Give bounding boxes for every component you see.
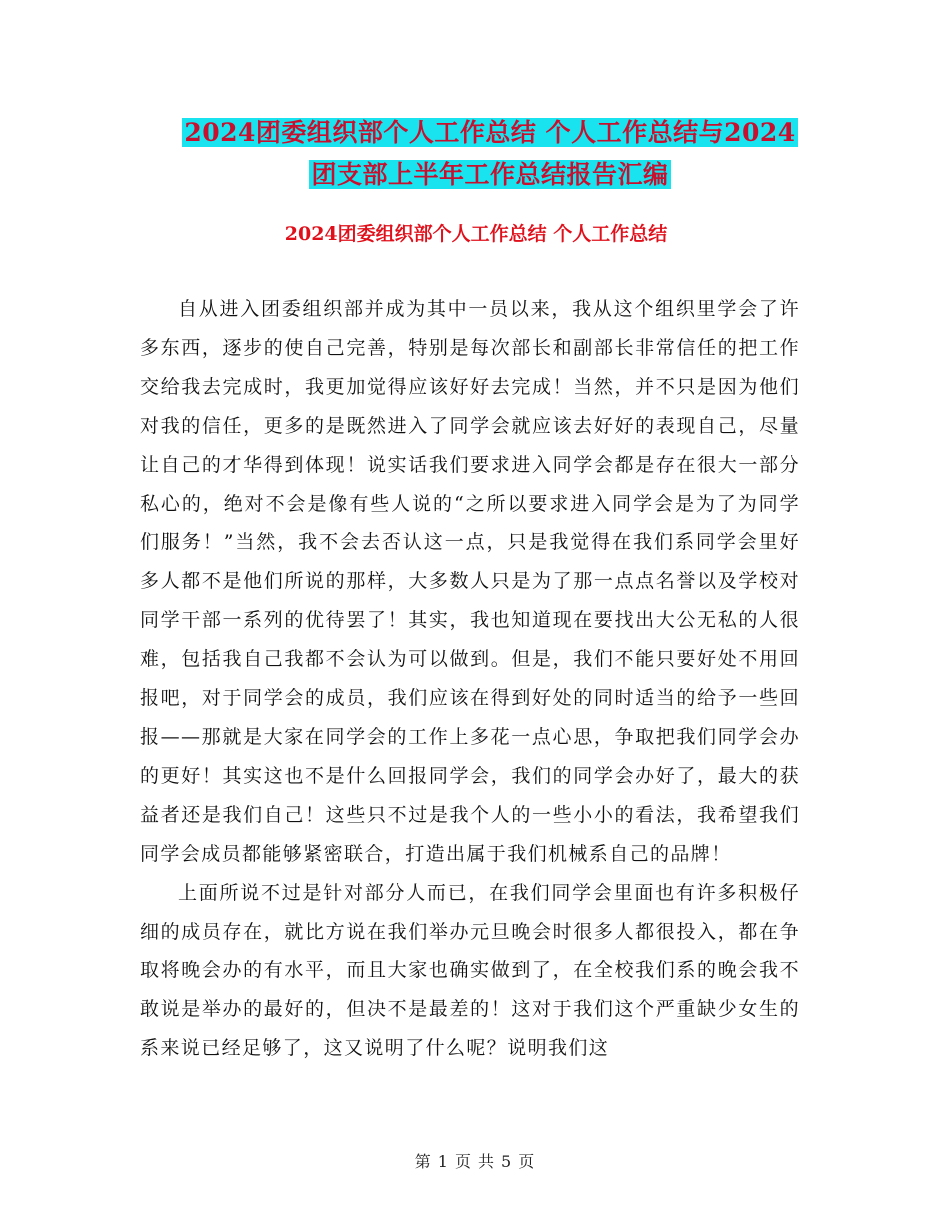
footer-suffix: 页 [518,1152,536,1171]
body-paragraph-1: 自从进入团委组织部并成为其中一员以来，我从这个组织里学会了许多东西，逐步的使自己完善，特别是每次部长和副部长非常信任的把工作交给我去完成时，我更加觉得应该好好去完成！当然，并不只是因为他们对我的信任，更多的是既然进入了同学会就应该去好好的表现自己，尽量让自己的才华得到体现！说实话我们要求进入同学会都是存在很大一部分私心的，绝对不会是像有些人说的“之所以要求进入同学会是为了为同学们服务！”当然，我不会去否认这一点，只是我觉得在我们系同学会里好多人都不是他们所说的那样，大多数人只是为了那一点点名誉以及学校对同学干部一系列的优待罢了！其实，我也知道现在要找出大公无私的人很难，包括我自己我都不会认为可以做到。但是，我们不能只要好处不用回报吧，对于同学会的成员，我们应该在得到好处的同时适当的给予一些回报——那就是大家在同学会的工作上多花一点心思，争取把我们同学会办的更好！其实这也不是什么回报同学会，我们的同学会办好了，最大的获益者还是我们自己！这些只不过是我个人的一些小小的看法，我希望我们同学会成员都能够紧密联合，打造出属于我们机械系自己的品牌！ [140,298,800,865]
footer-prefix: 第 [414,1152,432,1171]
footer-current-page: 1 [437,1152,449,1171]
document-title-line-2: 团支部上半年工作总结报告汇编 [311,160,669,189]
document-title [140,112,840,196]
body-paragraph-2: 上面所说不过是针对部分人而已，在我们同学会里面也有许多积极仔细的成员存在，就比方说在我们举办元旦晚会时很多人都很投入，都在争取将晚会办的有水平，而且大家也确实做到了，在全校我们系的晚会我不敢说是举办的最好的，但决不是最差的！这对于我们这个严重缺少女生的系来说已经足够了，这又说明了什么呢？说明我们这 [140,881,800,1060]
footer-total-pages: 5 [501,1152,513,1171]
section-title: 2024团委组织部个人工作总结 个人工作总结 [284,223,668,245]
page-footer [0,1150,950,1174]
document-body [140,290,800,1068]
footer-total-prefix: 共 [478,1152,496,1171]
document-title-line-1: 2024团委组织部个人工作总结 个人工作总结与2024 [184,118,796,147]
footer-page-word: 页 [454,1152,472,1171]
